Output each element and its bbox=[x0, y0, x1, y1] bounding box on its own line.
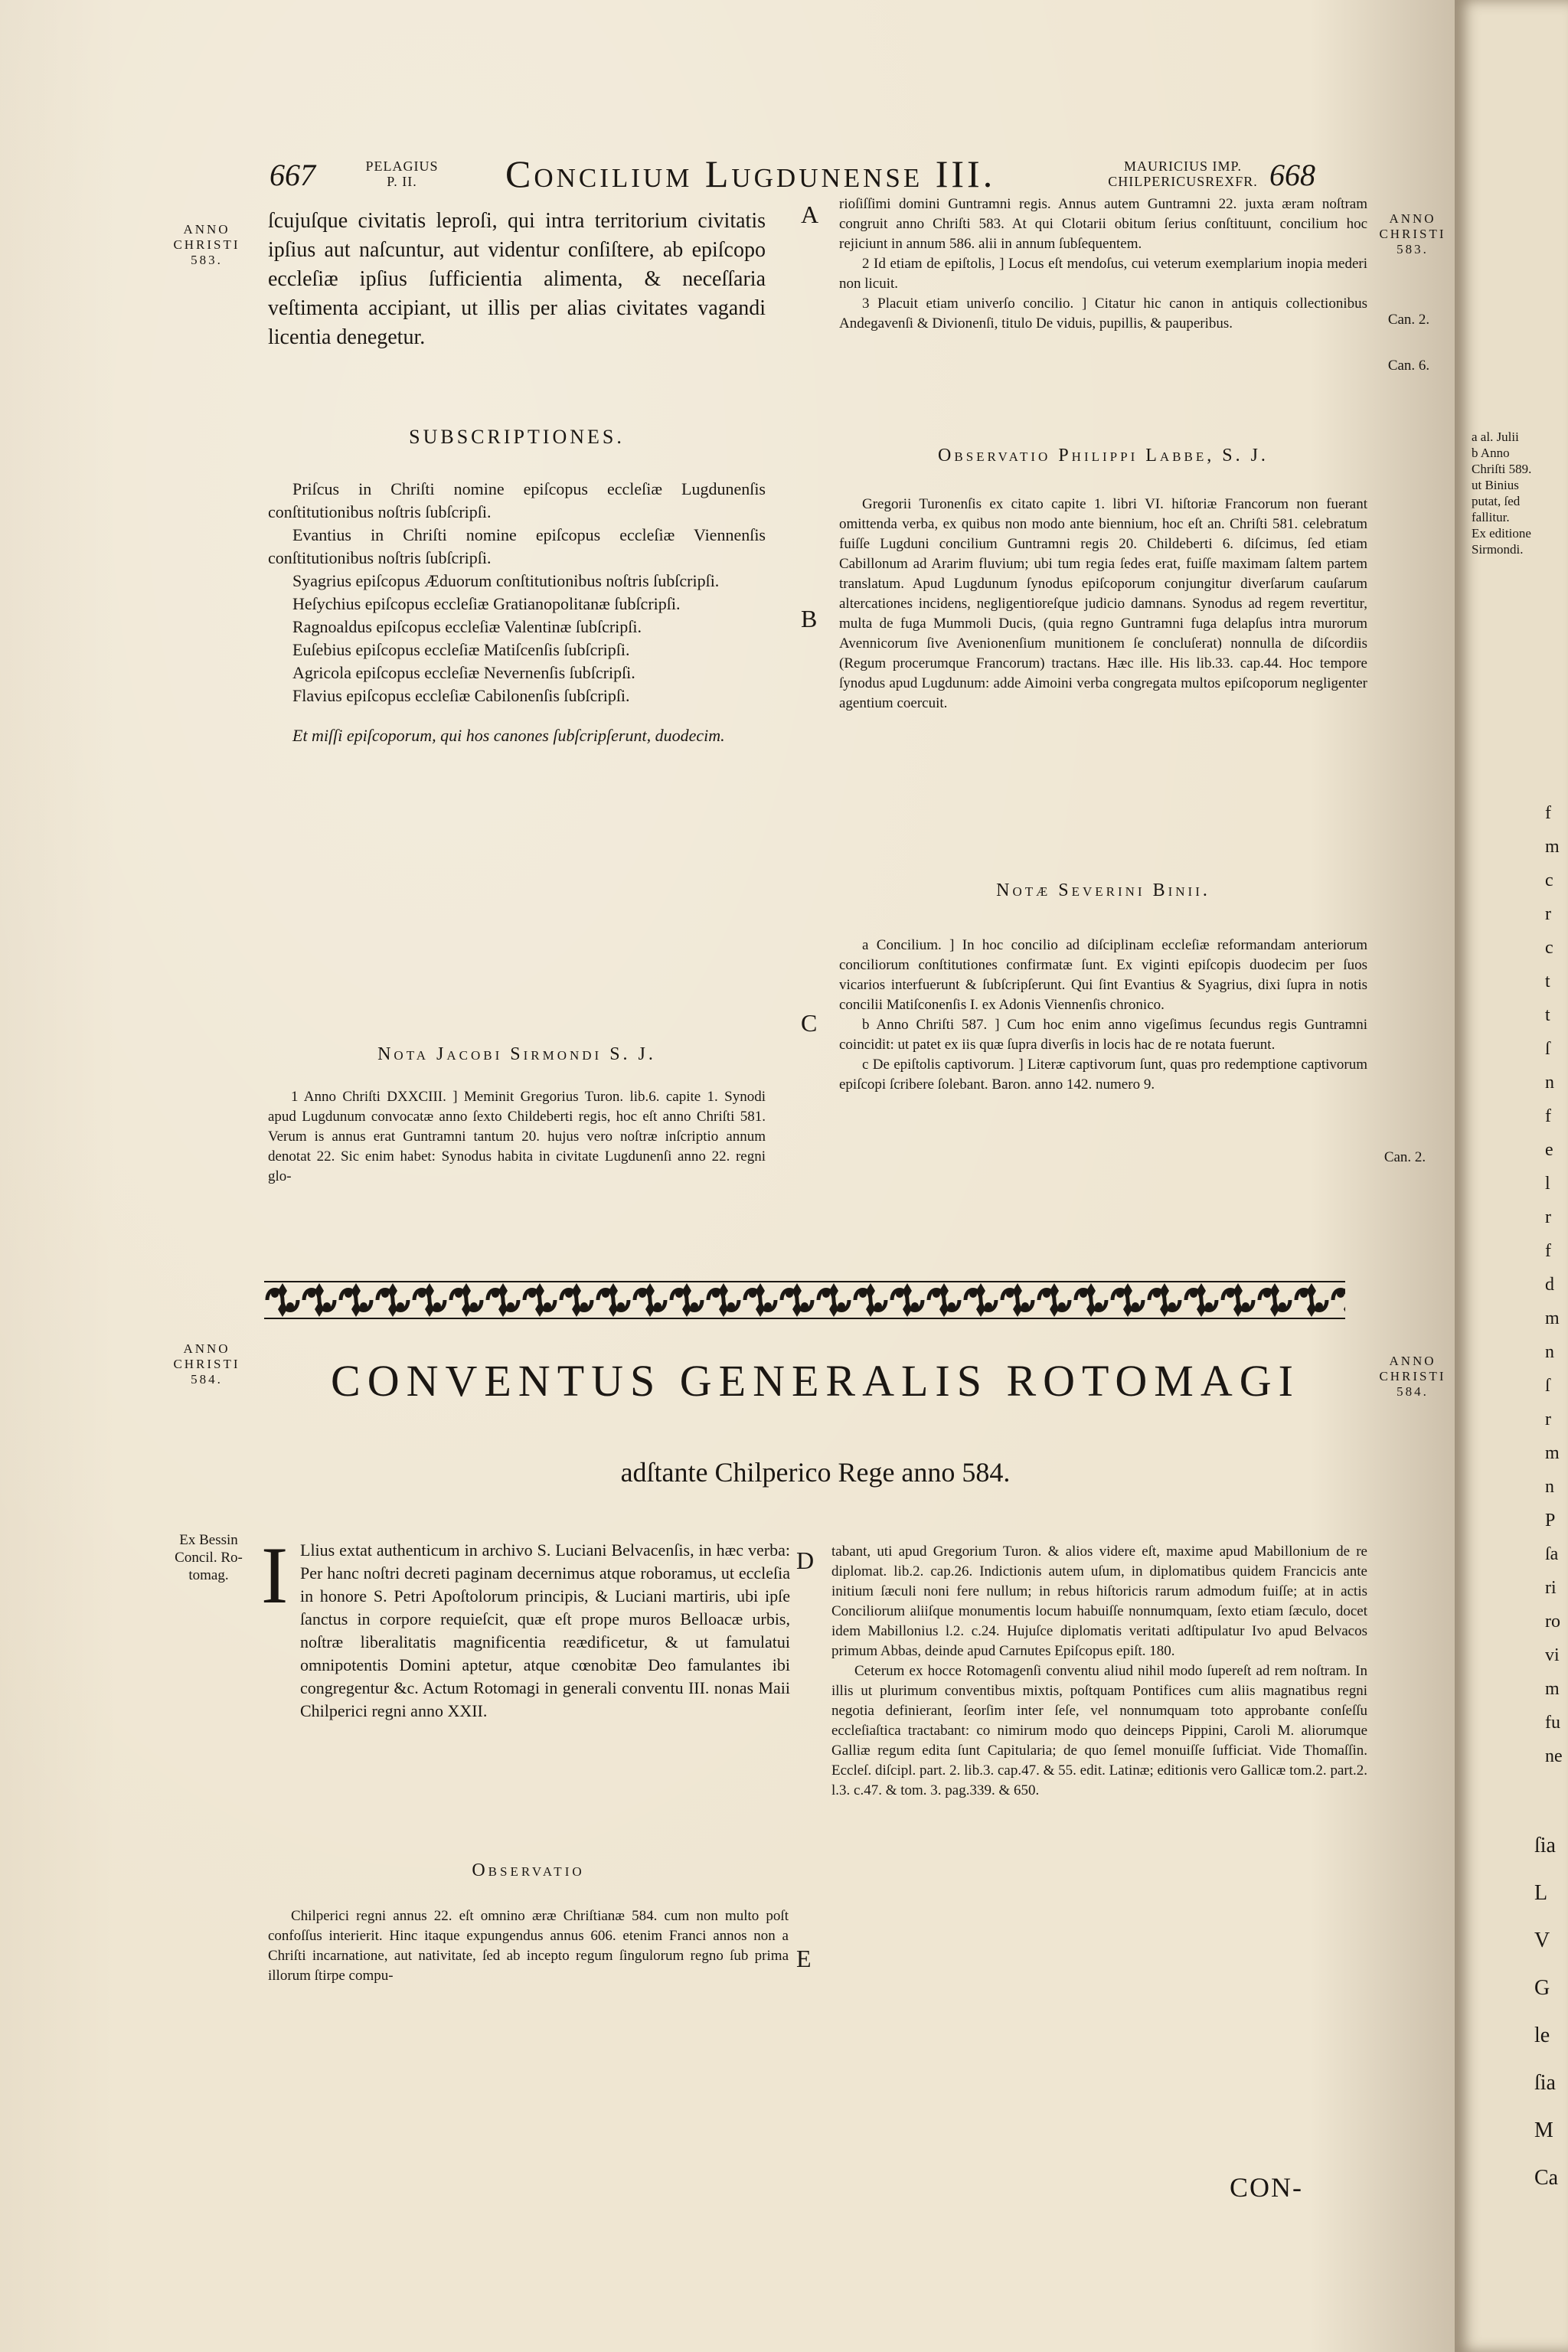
right-column-top bbox=[839, 194, 1367, 334]
edge-fragment: e bbox=[1545, 1140, 1553, 1160]
drop-cap: I bbox=[261, 1530, 289, 1620]
margin-anno-christi-583-left: ANNO CHRISTI 583. bbox=[173, 222, 240, 267]
margin-can-2: Can. 2. bbox=[1387, 312, 1430, 328]
nota-sirmondi-heading: Nota Jacobi Sirmondi S. J. bbox=[377, 1044, 656, 1064]
margin-can-2-b: Can. 2. bbox=[1383, 1149, 1426, 1165]
observatio-labbe-text: Gregorii Turonenſis ex citato capite 1. libri VI. hiſtoriæ Francorum non fuerant omittenda verba, ex quibus non modo ante biennium, hoc eſt an. Chriſti 581. celebratum fuiſſe Lugduni concilium Guntramni regis 20. Childeberti 6. diſcimus, ſed etiam Cabillonum ad Ararim fluvium; ubi tum regia ſedes erat, fuiſſe maximam ſaltem partem translatum. Apud Lugdunum ſynodus epiſcoporum conjungitur diverſarum cauſarum altercationes incidens, negligentioreſque judicio damnans. Synodus ad regem revertitur, multa de fuga Mummoli Ducis, (quia regno Guntramni fuga delapſus intra murorum Avennicorum ſive Avenionenſium munitionem ſe concluſerat) nonnulla de diſcordiis (Regum procerumque Francorum) tractans. Hæc ille. His lib.33. cap.44. Hoc tempore ſynodus apud Lugdunum: adde Aimoini verba congregata multos epiſcoporum negligenter agentium coercuit. bbox=[839, 496, 1367, 711]
right-running-head: MAURICIUS IMP. CHILPERICUSREXFR. bbox=[1108, 158, 1258, 189]
edge-fragment: d bbox=[1545, 1275, 1554, 1295]
conventus-right-para-1: tabant, uti apud Gregorium Turon. & alios videre eſt, maxime apud Mabillonium de re diplomat. lib.2. cap.26. Indictionis autem uſum, in diplomatibus quidem Francicis ante initium ſæculi noni fere nullum; in rebus hiſtoricis rarum admodum fuiſſe; at in actis Conciliorum aliiſque monumentis locum habuiſſe nonnumquam, ſexto etiam ſæculo, docet idem Mabillonius l.2. c.24. Hujuſce diplomatis veritati adſtipulatur Ivo apud Belvacos primum Abbas, deinde apud Carnutes Epiſcopus epiſt. 180. bbox=[831, 1544, 1367, 1659]
subscriptiones-section bbox=[268, 426, 766, 449]
conventus-right-column bbox=[831, 1542, 1367, 1801]
notae-binii-heading: Notæ Severini Binii. bbox=[996, 880, 1210, 900]
section-letter-c: C bbox=[801, 1009, 818, 1037]
right-para-2: 2 Id etiam de epiſtolis, ] Locus eſt mendoſus, cui veterum exemplarium inopia mederi non licuit. bbox=[839, 256, 1367, 292]
conventus-right-para-2: Ceterum ex hocce Rotomagenſi conventu aliud nihil modo ſupereſt ad rem noſtram. In illis ut plurimum conventibus mixtis, poſtquam Pontifices cum aliis magnatibus regni negotia definierant, ſeorſim inter ſeſe, vel nonnumquam toto approbante conſeſſu eccleſiaſtica tractabant: co nimirum modo quo deinceps Pippini, Caroli M. aliorumque Galliæ regum edita ſunt Capitularia; de quo ſemel monuiſſe ſufficiat. Vide Thomaſſin. Eccleſ. diſcipl. part. 2. lib.3. cap.47. & 55. edit. Latinæ; editionis vero Gallicæ tom.2. part.2. l.3. c.47. & tom. 3. pag.339. & 650. bbox=[831, 1663, 1367, 1798]
notae-binii-b: b Anno Chriſti 587. ] Cum hoc enim anno vigeſimus ſecundus regis Guntramni coincidit: ut patet ex iis quæ ſupra diverſis in locis hac de re notata fuerunt. bbox=[839, 1017, 1367, 1053]
observatio-labbe-section bbox=[839, 446, 1367, 466]
notae-binii-c: c De epiſtolis captivorum. ] Literæ captivorum ſunt, quas pro redemptione captivorum epiſcopi ſcribere ſolebant. Baron. anno 142. numero 9. bbox=[839, 1057, 1367, 1093]
edge-fragment: n bbox=[1545, 1073, 1554, 1093]
edge-fragment: c bbox=[1545, 871, 1553, 890]
edge-fragment: L bbox=[1534, 1881, 1548, 1905]
conventus-left-paragraph: Llius extat authenticum in archivo S. Luciani Belvacenſis, in hæc verba: Per hanc noſtri decreti paginam decernimus atque roboramus, ut eccleſia in honore S. Petri Apoſtolorum principis, & Luciani martiris, ubi ipſe ſanctus in corpore requieſcit, quæ eſt prope muros Belloacæ urbis, noſtræ liberalitatis magnificentia reædificetur, & ut famulatui omnipotentis Domini aptetur, atque cœnobitæ Deo famulantes ibi congregentur &c. Actum Rotomagi in generali conventu III. nonas Maii Chilperici regni anno XXII. bbox=[300, 1540, 790, 1720]
next-page-margin-note: a al. Julii b Anno Chriſti 589. ut Binius putat, ſed fallitur. Ex editione Sirmondi. bbox=[1472, 430, 1532, 557]
subscriptiones-heading: SUBSCRIPTIONES. bbox=[409, 426, 625, 448]
conventus-subtitle: adſtante Chilperico Rege anno 584. bbox=[620, 1457, 1011, 1488]
notae-binii-body bbox=[839, 936, 1367, 1095]
subscription-item: Agricola epiſcopus eccleſiæ Nevernenſis ſubſcripſi. bbox=[292, 663, 635, 682]
edge-fragment: fu bbox=[1545, 1713, 1560, 1733]
margin-anno-christi-584-right: ANNO CHRISTI 584. bbox=[1379, 1354, 1446, 1399]
notae-binii-section bbox=[839, 880, 1367, 901]
page-title: Concilium Lugdunense III. bbox=[505, 152, 996, 195]
edge-fragment: ri bbox=[1545, 1578, 1557, 1598]
nota-sirmondi-text: 1 Anno Chriſti DXXCIII. ] Meminit Gregorius Turon. lib.6. capite 1. Synodi apud Lugdunum convocatæ anno ſexto Childeberti regis, hoc eſt anno Chriſti 581. Verum is annus erat Guntramni tantum 20. hujus vero noſtræ inſcriptio annum denotat 22. Sic enim habet: Synodus habita in civitate Lugdunenſi anno 22. regni glo- bbox=[268, 1089, 766, 1184]
subscription-item: Flavius epiſcopus eccleſiæ Cabilonenſis ſubſcripſi. bbox=[292, 686, 630, 705]
edge-fragment: ſia bbox=[1534, 1834, 1556, 1857]
edge-fragment: c bbox=[1545, 938, 1553, 958]
missi-line: Et miſſi epiſcoporum, qui hos canones ſubſcripſerunt, duodecim. bbox=[292, 726, 725, 745]
margin-can-6: Can. 6. bbox=[1387, 358, 1430, 374]
edge-fragment: ſia bbox=[1534, 2071, 1556, 2095]
edge-fragment: ſa bbox=[1545, 1544, 1559, 1564]
section-letter-d: D bbox=[796, 1547, 815, 1574]
subscription-item: Euſebius epiſcopus eccleſiæ Matiſcenſis ſubſcripſi. bbox=[292, 640, 630, 659]
edge-fragment: m bbox=[1545, 1443, 1560, 1463]
edge-fragment: ne bbox=[1545, 1746, 1563, 1766]
edge-fragment: f bbox=[1545, 1106, 1551, 1126]
edge-fragment: ſ bbox=[1545, 1376, 1550, 1396]
observatio-section bbox=[268, 1860, 789, 1881]
edge-fragment: m bbox=[1545, 837, 1560, 857]
conventus-title: CONVENTUS GENERALIS ROTOMAGI bbox=[331, 1356, 1300, 1406]
edge-fragment: vi bbox=[1545, 1645, 1560, 1665]
edge-fragment: l bbox=[1545, 1174, 1550, 1194]
subscription-item: Evantius in Chriſti nomine epiſcopus eccleſiæ Viennenſis conſtitutionibus noſtris ſubſcripſi. bbox=[268, 525, 766, 567]
edge-fragment: n bbox=[1545, 1477, 1554, 1497]
edge-fragment: f bbox=[1545, 803, 1551, 823]
edge-fragment: G bbox=[1534, 1976, 1550, 2000]
edge-fragment: r bbox=[1545, 904, 1551, 924]
observatio-heading: Observatio bbox=[472, 1860, 585, 1880]
observatio-body bbox=[268, 1906, 789, 1986]
right-para-1: rioſiſſimi domini Guntramni regis. Annus autem Guntramni 22. juxta æram noſtram congruit anno Chriſti 583. At qui Clotarii obitum ſerius conſtituunt, concilium hoc rejiciunt in annum 586. alii in annum ſubſequentem. bbox=[839, 196, 1367, 252]
section-letter-a: A bbox=[801, 201, 819, 228]
subscription-item: Heſychius epiſcopus eccleſiæ Gratianopolitanæ ſubſcripſi. bbox=[292, 594, 681, 613]
right-para-3: 3 Placuit etiam univerſo concilio. ] Citatur hic canon in antiquis collectionibus Andegavenſi & Divionenſi, titulo De viduis, pupillis, & pauperibus. bbox=[839, 296, 1367, 332]
nota-sirmondi-body bbox=[268, 1087, 766, 1187]
section-letter-e: E bbox=[796, 1945, 812, 1972]
edge-fragment: V bbox=[1534, 1929, 1550, 1952]
observatio-labbe-body bbox=[839, 495, 1367, 714]
edge-fragment: ſ bbox=[1545, 1039, 1550, 1059]
right-page-number: 668 bbox=[1269, 158, 1315, 192]
nota-sirmondi-section bbox=[268, 1044, 766, 1065]
canon-paragraph: ſcujuſque civitatis leproſi, qui intra territorium civitatis ipſius aut naſcuntur, aut videntur conſiſtere, ab epiſcopo eccleſiæ ipſius ſufficientia alimenta, & neceſſaria veſtimenta accipiant, ut illis per alias civitates vagandi licentia denegetur. bbox=[268, 209, 766, 349]
subscriptions-list bbox=[268, 478, 766, 747]
edge-fragment: Ca bbox=[1534, 2166, 1559, 2190]
left-page-number: 667 bbox=[270, 158, 315, 192]
left-running-head: PELAGIUS P. II. bbox=[365, 158, 439, 189]
section-letter-b: B bbox=[801, 605, 818, 632]
edge-fragment: m bbox=[1545, 1308, 1560, 1328]
observatio-text: Chilperici regni annus 22. eſt omnino æræ Chriſtianæ 584. cum non multo poſt confoſſus interierit. Hinc itaque expungendus annus 606. etenim Franci annos non a Chriſti incarnatione, aut nativitate, ſed ab incepto regum ſingulorum regno ſub prima illorum ſtirpe compu- bbox=[268, 1908, 789, 1984]
subscription-item: Ragnoaldus epiſcopus eccleſiæ Valentinæ ſubſcripſi. bbox=[292, 617, 642, 636]
edge-fragment: P bbox=[1545, 1511, 1556, 1530]
catchword: CON- bbox=[1230, 2172, 1303, 2203]
margin-ex-bessin: Ex Bessin Concil. Ro- tomag. bbox=[175, 1532, 243, 1583]
margin-anno-christi-583-right: ANNO CHRISTI 583. bbox=[1379, 211, 1446, 256]
edge-fragment: r bbox=[1545, 1207, 1551, 1227]
observatio-labbe-heading: Observatio Philippi Labbe, S. J. bbox=[938, 446, 1269, 466]
edge-fragment: m bbox=[1545, 1679, 1560, 1699]
edge-fragment: ro bbox=[1545, 1612, 1560, 1632]
notae-binii-a: a Concilium. ] In hoc concilio ad diſciplinam eccleſiæ reformandam anteriorum conciliorum conſtitutiones confirmatæ ſunt. Ex viginti epiſcopis duodecim per ſuos vicarios interfuerunt & ſubſcripſerunt. Qui ſint Evantius & Syagrius, dixi ſupra in notis concilii Matiſconenſis I. ex Adonis Viennenſis chronico. bbox=[839, 937, 1367, 1013]
edge-fragment: M bbox=[1534, 2118, 1553, 2142]
edge-fragment: le bbox=[1534, 2024, 1550, 2047]
edge-fragment: r bbox=[1545, 1410, 1551, 1429]
edge-fragment: t bbox=[1545, 972, 1550, 991]
ornament-band bbox=[264, 1280, 1345, 1320]
margin-anno-christi-584-left: ANNO CHRISTI 584. bbox=[173, 1341, 240, 1387]
left-column-top bbox=[268, 207, 766, 352]
conventus-left-column bbox=[300, 1539, 790, 1723]
edge-fragment: f bbox=[1545, 1241, 1551, 1261]
subscription-item: Syagrius epiſcopus Æduorum conſtitutionibus noſtris ſubſcripſi. bbox=[292, 571, 720, 590]
next-page-text-fragments bbox=[1545, 796, 1568, 1773]
next-page-edge bbox=[1455, 0, 1568, 2352]
edge-fragment: n bbox=[1545, 1342, 1554, 1362]
subscription-item: Priſcus in Chriſti nomine epiſcopus eccleſiæ Lugdunenſis conſtitutionibus noſtris ſubſcripſi. bbox=[268, 479, 766, 521]
edge-fragment: t bbox=[1545, 1005, 1550, 1025]
next-page-text-bottom bbox=[1534, 1822, 1568, 2202]
